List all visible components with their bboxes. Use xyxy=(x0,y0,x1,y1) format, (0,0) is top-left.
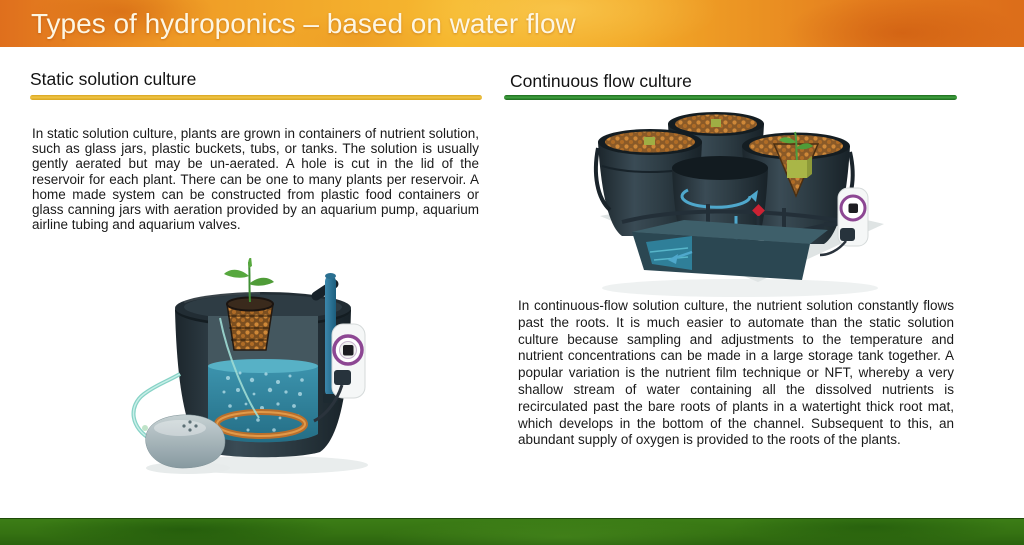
static-culture-illustration xyxy=(128,258,398,480)
reservoir-tray xyxy=(632,220,828,280)
right-section-paragraph: In continuous-flow solution culture, the nutrient solution constantly flows past the roots. It is much easier to automate than the static solution culture because sampling and adjustments to the temperature and nutrient concentrations can be made in a large storage tank together. A popular variation is the nutrient film technique or NFT, whereby a very shallow stream of water containing all the dissolved nutrients is recirculated past the bare roots of plants in a watertight thick root mat, which develops in the bottom of the channel. Subsequent to this, an abundant supply of oxygen is provided to the roots of the plants. xyxy=(518,298,954,448)
rockwool-cube-icon xyxy=(787,160,807,178)
left-heading-underline xyxy=(30,95,482,100)
air-pump-icon xyxy=(142,415,225,468)
slide-header-bar xyxy=(0,0,1024,47)
system-shadow xyxy=(602,279,878,297)
right-heading-underline xyxy=(504,95,957,100)
left-section-paragraph: In static solution culture, plants are grown in containers of nutrient solution, such as glass jars, plastic buckets, tubs, or tanks. The solution is usually gently aerated but may be un-aerated. A hole is cut in the lid of the reservoir for each plant. There can be one to many plants per reservoir. A home made system can be constructed from plastic food containers or glass canning jars with aeration provided by an aquarium pump, aquarium airline tubing and aquarium valves. xyxy=(32,126,479,233)
slide-title: Types of hydroponics – based on water flow xyxy=(31,7,576,39)
slide-footer-bar xyxy=(0,518,1024,545)
left-section-heading: Static solution culture xyxy=(30,69,197,89)
net-pot-icon xyxy=(227,298,273,351)
right-section-heading: Continuous flow culture xyxy=(510,71,692,91)
continuous-flow-illustration xyxy=(588,104,892,300)
